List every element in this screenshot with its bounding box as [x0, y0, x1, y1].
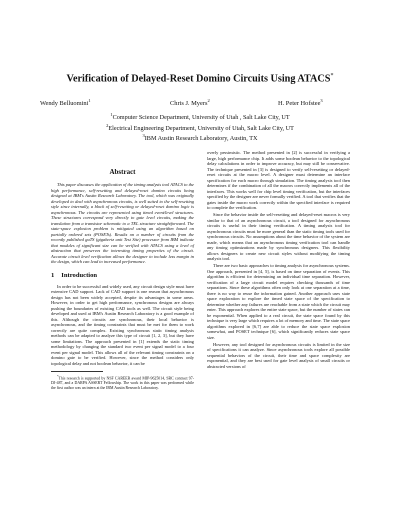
affiliation-text: Electrical Engineering Department, University of Utah, Salt Lake City, UT: [108, 124, 294, 132]
author-1: [40, 97, 91, 108]
title-text: Verification of Delayed-Reset Domino Circuits Using ATACS: [66, 73, 331, 85]
affiliation-list: [20, 111, 380, 143]
paper-title: [20, 70, 380, 85]
affiliation-1: [20, 111, 380, 122]
body-paragraph: Since the behavior inside the self-resetting and delayed-reset macros is very similar to that of an asynchronous circuit, a tool designed for asynchronous circuits is useful in their timing verification. A timing analysis tool for asynchronous circuits must be more general than the static timing tools used for synchronous circuits. No assumptions about the time behavior of the system are made, which means that an asynchronous timing verification tool can handle any timing optimizations made by synchronous designers. This flexibility allows designers to create new circuit styles without modifying the timing analysis tool.: [207, 212, 350, 261]
author-name: Wendy Belluomini: [40, 100, 89, 108]
author-name: H. Peter Hofstee: [278, 100, 321, 108]
author-mark: 1: [88, 98, 91, 103]
author-3: [278, 97, 323, 108]
title-footnote-mark: *: [330, 73, 334, 79]
affiliation-text: Computer Science Department, University of Utah , Salt Lake City, UT: [112, 114, 290, 122]
footnote-mark: *: [57, 374, 59, 378]
abstract-heading: Abstract: [109, 168, 136, 176]
right-column: [207, 150, 350, 371]
footnote-divider: [51, 371, 103, 372]
affiliation-mark: 2: [106, 122, 109, 128]
section-number: 1: [51, 271, 55, 279]
abstract-text: This paper discusses the application of the timing analysis tool ATACS to the high performance, self-resetting and delayed-reset domino circuits being designed at IBM's Austin Research Laboratory. The tool, which was originally developed to deal with asynchronous circuits, is well suited to the self-resetting style since internally, a block of self-resetting or delayed-reset domino logic is asynchronous. The circuits are represented using timed event/level structures. These structures correspond very directly to gate level circuits, making the translation from a transistor schematic to a TEL structure straightforward. The state-space explosion problem is mitigated using an algorithm based on partially ordered sets (POSETs). Results on a number of circuits from the recently published guTS (gigahertz unit Test Site) processor from IBM indicate that modules of significant size can be verified with ATACS using a level of abstraction that preserves the interesting timing properties of the circuit. Accurate circuit level verification allows the designer to include less margin in the design, which can lead to increased performance.: [51, 182, 194, 264]
affiliation-3: [20, 132, 380, 143]
affiliation-mark: 3: [142, 133, 145, 139]
body-paragraph: There are two basic approaches to timing analysis for asynchronous systems. One approach, presented in [4, 5], is based on time separation of events. This algorithm is efficient for determining an individual time separation. However, verification of a large circuit model requires checking thousands of time separations. Since these algorithms often only look at one separation at a time, there is no way to reuse the information gained. Another approach uses state space exploration to explore the timed state space of the specification to determine whether any failures are reachable from a state which the circuit may enter. This approach explores the entire state space, but the number of states can be exponential. When applied to a real circuit, the state space found by this technique is very large which requires a lot of memory and time. The state space algorithms explored in [6,7] are able to reduce the state space explosion somewhat, and POSET technique [6], which significantly reduces state space size.: [207, 263, 350, 340]
section-title-text: Introduction: [61, 271, 98, 279]
author-mark: 3: [320, 98, 323, 103]
author-mark: 2: [207, 98, 210, 103]
affiliation-mark: 1: [110, 112, 113, 117]
body-paragraph: However, any tool designed for asynchronous circuits is limited in the size of specifications it can analyze. Since asynchronous tools explore all possible sequential behaviors of the circuit, their time and space complexity are exponential, and they are best used for gate level analysis of small circuits or abstracted versions of: [207, 341, 350, 369]
left-column: [51, 168, 194, 391]
section-heading-introduction: [51, 272, 194, 280]
body-paragraph: overly pessimistic. The method presented in [2] is successful in verifying a large, high performance chip. It adds some boolean behavior to the topological delay calculations in order to improve accuracy, but may still be conservative. The technique presented in [3] is designed to verify self-resetting or delayed-reset circuits at the macro level. A designer must determine an interface specification for each macro through simulation. The timing analysis tool then determines if the combination of all the macros correctly implements all of the interfaces. This works well for chip level timing verification, but the interfaces specified by the designer are never formally verified. A tool that verifies that the gates inside the macro work correctly within the specified interface is required to complete the verification.: [207, 150, 350, 210]
footnote: [51, 374, 194, 391]
affiliation-2: [20, 122, 380, 133]
author-name: Chris J. Myers: [170, 100, 208, 108]
author-2: [170, 97, 210, 108]
affiliation-text: IBM Austin Research Laboratory, Austin, TX: [144, 135, 258, 143]
intro-paragraph: In order to be successful and widely used, any circuit design style must have extensive CAD support. Lack of CAD support is one reason that asynchronous design has not been widely accepted, despite its advantages in some areas. However, in order to get high performance, synchronous designs are always pushing the boundaries of existing CAD tools as well. The circuit style being developed and used at IBM's Austin Research Laboratory is a good example of this. Although the circuits are synchronous, their local behavior is asynchronous, and the timing constraints that must be met for them to work correctly are quite complex. Existing synchronous static timing analysis methods can be adapted to analyze this type of circuit [1, 2, 3], but they have some limitations. The approach presented in [1] extends the static timing methodology by changing the standard two event per signal model to a four event per signal model. This allows all of the relevant timing constraints on a domino gate to be verified. However, since the method considers only topological delay and not boolean behavior, it can be: [51, 283, 194, 366]
footnote-text: This research is supported by NSF CAREER award MIP-9625014, SRC contract 97-DJ-487, and a DARPA ASSERT Fellowship. The work in this paper was performed while the first author was an intern at the IBM Austin Research Laboratory.: [51, 376, 194, 390]
